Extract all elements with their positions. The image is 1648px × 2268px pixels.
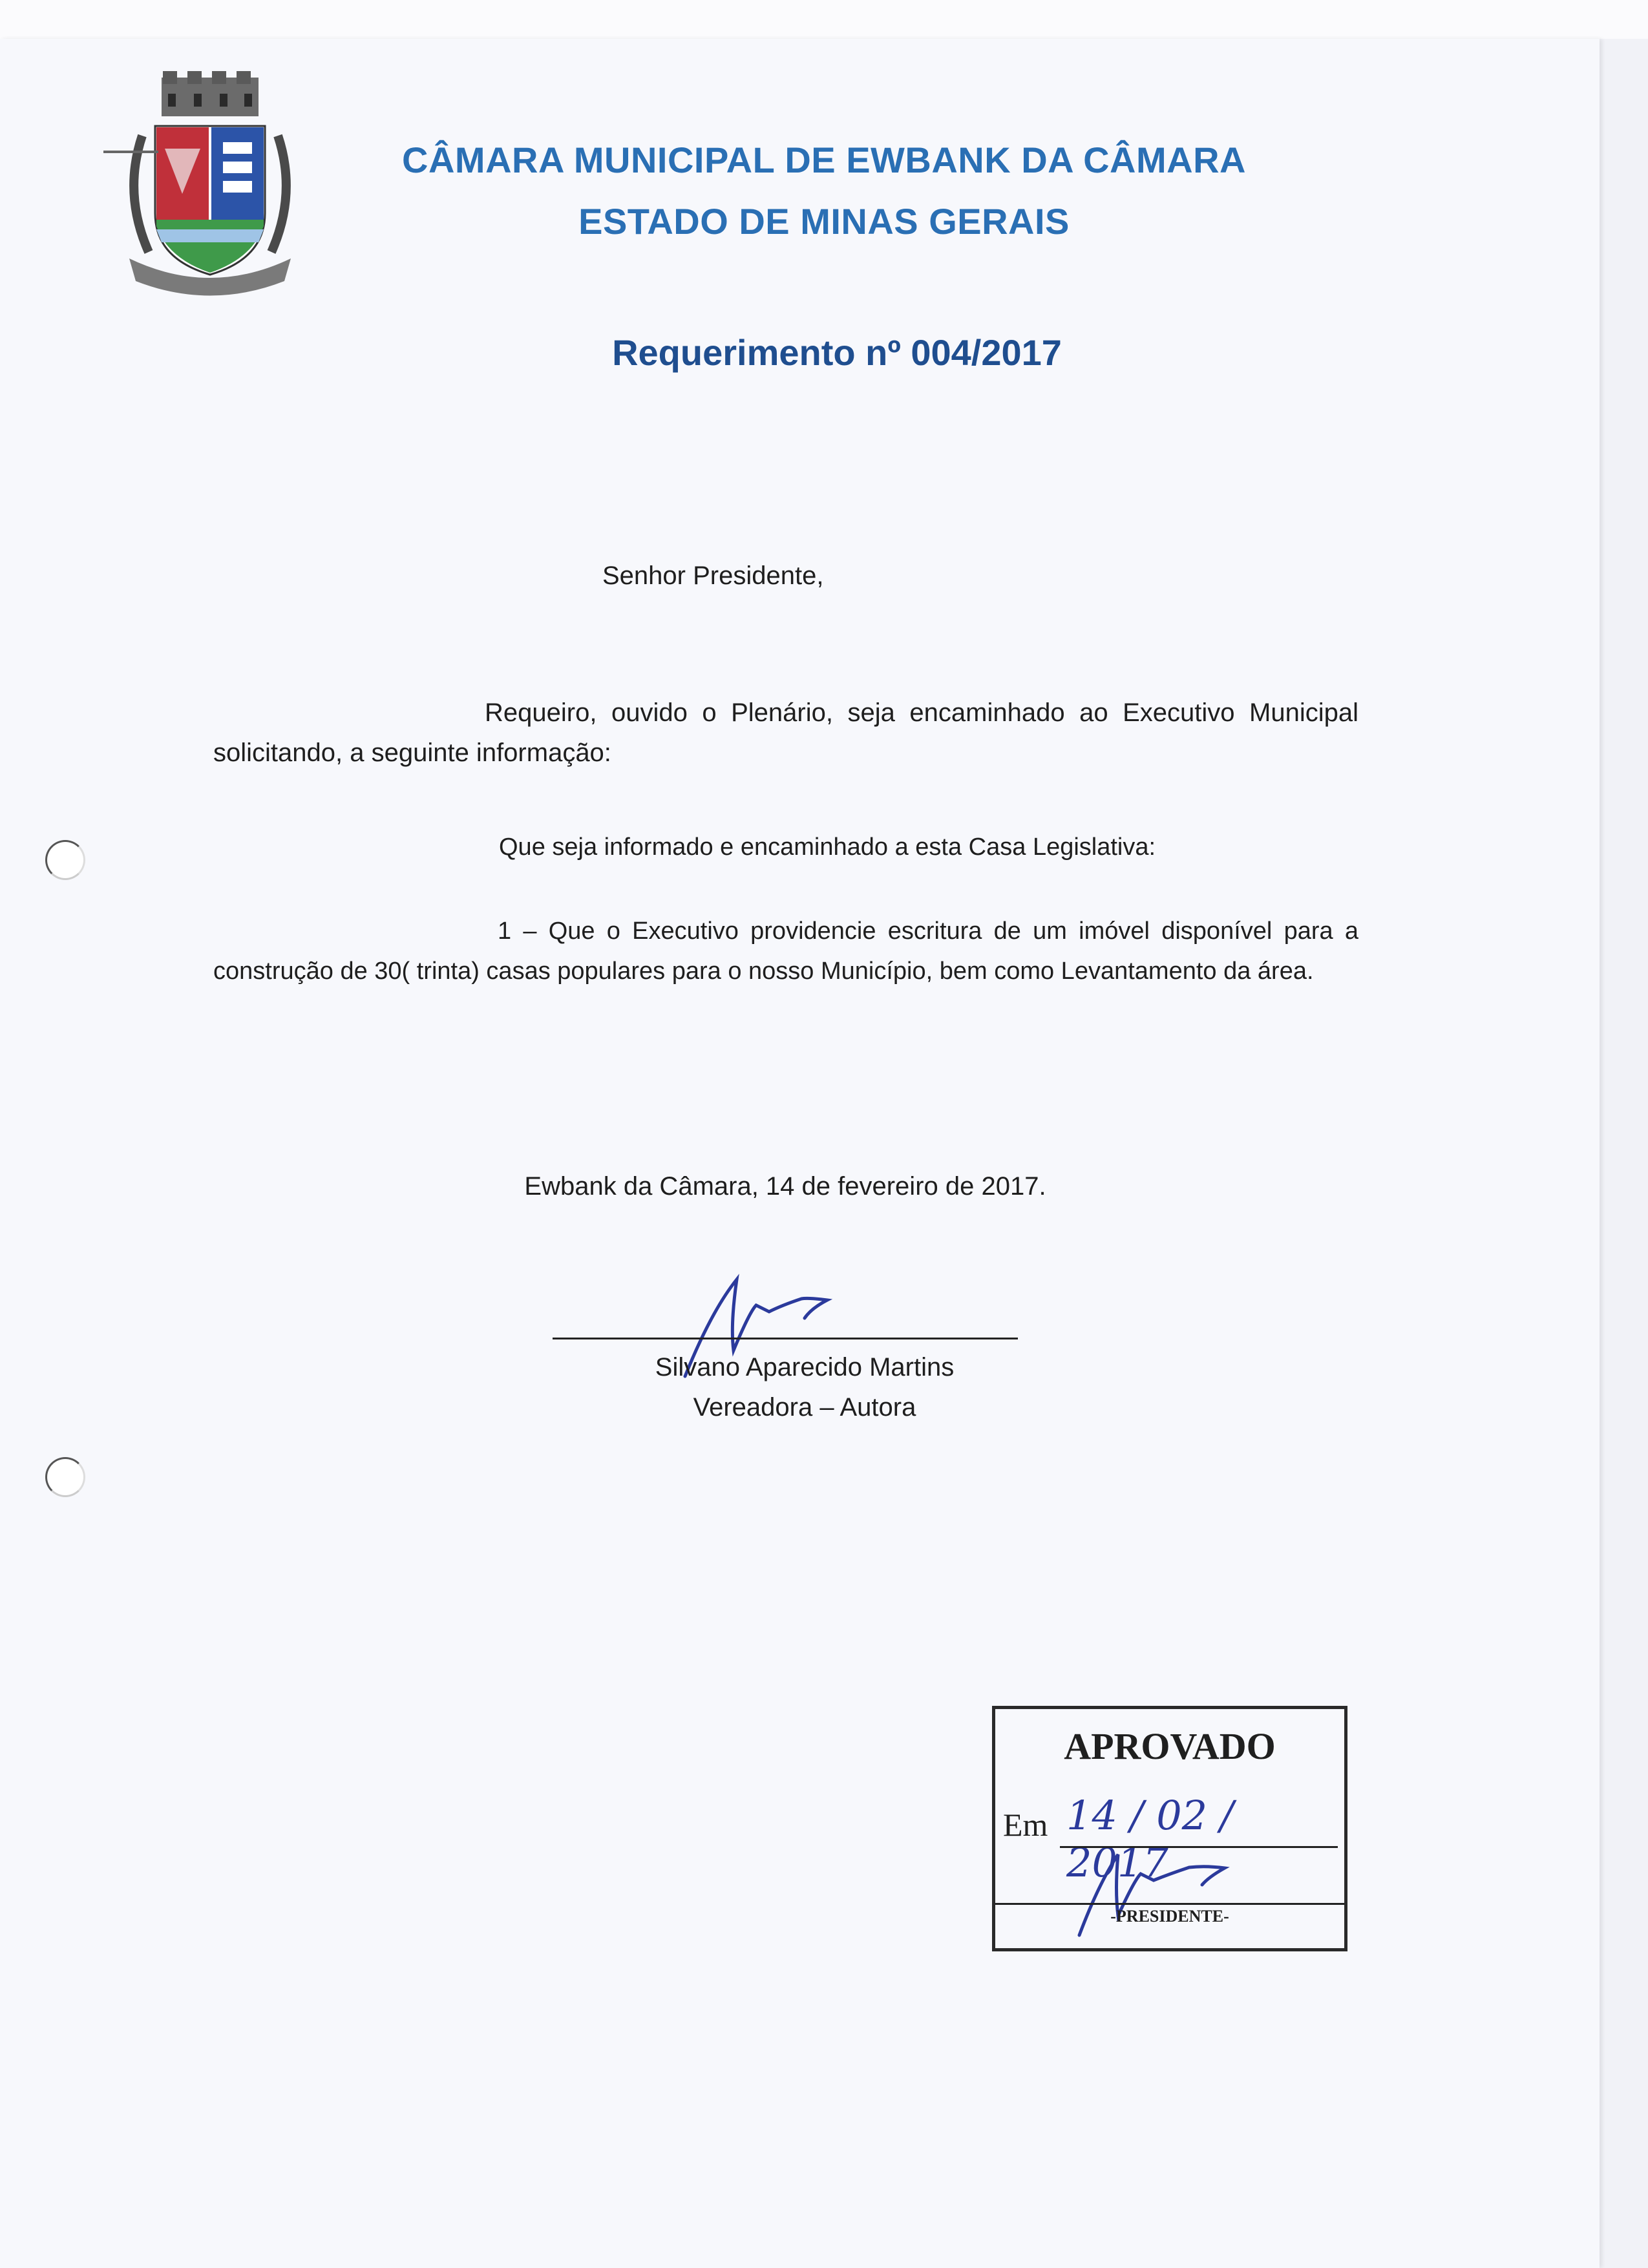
scan-top-strip xyxy=(0,0,1648,39)
stamp-date: 14 / 02 / 2017 xyxy=(1066,1792,1234,1886)
body-paragraph-2: Que seja informado e encaminhado a esta Casa Legislativa: xyxy=(499,834,1156,861)
body-item-1-text: 1 – Que o Executivo providencie escritura de um imóvel disponível para a construção de 30( trinta) casas populares para o nosso Município, bem como Levantamento da área. xyxy=(213,918,1358,985)
salutation: Senhor Presidente, xyxy=(602,562,824,590)
signature-line xyxy=(553,1338,1018,1339)
stamp-title: APROVADO xyxy=(1064,1725,1276,1767)
stamp-signature-scribble xyxy=(1066,1845,1234,1942)
signature-name: Silvano Aparecido Martins xyxy=(655,1353,955,1381)
body-paragraph-1-text: Requeiro, ouvido o Plenário, seja encaminhado ao Executivo Municipal solicitando, a seguinte informação: xyxy=(213,698,1358,767)
header-line-2: ESTADO DE MINAS GERAIS xyxy=(578,201,1070,242)
signature-role: Vereadora – Autora xyxy=(693,1393,916,1422)
punch-hole-top xyxy=(45,840,85,880)
stamp-em-label: Em xyxy=(1003,1807,1048,1843)
header-line-1: CÂMARA MUNICIPAL DE EWBANK DA CÂMARA xyxy=(402,140,1246,180)
date-line: Ewbank da Câmara, 14 de fevereiro de 2017. xyxy=(524,1172,1046,1201)
municipal-coat-of-arms xyxy=(103,65,317,304)
stamp-president-label: -PRESIDENTE- xyxy=(1110,1907,1229,1926)
document-title: Requerimento nº 004/2017 xyxy=(612,332,1062,373)
stamp-president-line xyxy=(995,1903,1344,1905)
body-item-1 xyxy=(213,911,1358,991)
punch-hole-bottom xyxy=(45,1457,85,1497)
approval-stamp xyxy=(992,1706,1347,1951)
body-paragraph-1 xyxy=(213,693,1358,773)
